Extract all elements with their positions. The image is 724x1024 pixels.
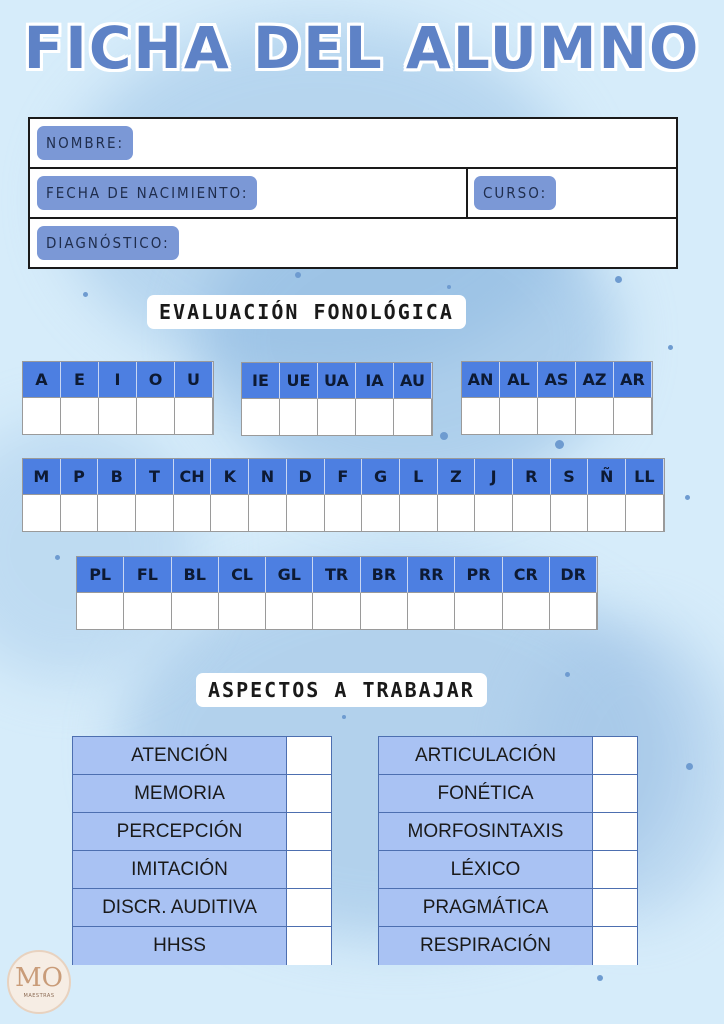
phoneme-answer-cell[interactable]: [475, 495, 513, 531]
aspecto-row: [73, 737, 331, 775]
phoneme-answer-cell[interactable]: [61, 495, 99, 531]
phoneme-header: PR: [455, 557, 502, 593]
phoneme-header: L: [400, 459, 438, 495]
phoneme-answer-cell[interactable]: [211, 495, 249, 531]
phoneme-header: LL: [626, 459, 664, 495]
phoneme-answer-cell[interactable]: [614, 398, 652, 434]
aspecto-check-cell[interactable]: [287, 775, 331, 812]
aspecto-label: MEMORIA: [73, 775, 287, 812]
phoneme-header: BL: [172, 557, 219, 593]
phoneme-header: FL: [124, 557, 171, 593]
aspecto-check-cell[interactable]: [593, 813, 637, 850]
aspecto-label: ATENCIÓN: [73, 737, 287, 774]
phoneme-answer-cell[interactable]: [61, 398, 99, 434]
phoneme-answer-cell[interactable]: [576, 398, 614, 434]
aspecto-label: RESPIRACIÓN: [379, 927, 593, 965]
phoneme-header: TR: [313, 557, 360, 593]
aspecto-check-cell[interactable]: [287, 813, 331, 850]
aspecto-label: PERCEPCIÓN: [73, 813, 287, 850]
phoneme-answer-cell[interactable]: [462, 398, 500, 434]
fecha-nacimiento-label: FECHA DE NACIMIENTO:: [37, 176, 257, 210]
brand-logo: [7, 950, 71, 1014]
phoneme-answer-cell[interactable]: [394, 399, 432, 435]
phoneme-header: DR: [550, 557, 597, 593]
phoneme-answer-cell[interactable]: [313, 593, 360, 629]
aspecto-check-cell[interactable]: [287, 927, 331, 965]
phoneme-header: B: [98, 459, 136, 495]
aspecto-label: FONÉTICA: [379, 775, 593, 812]
phoneme-header: IA: [356, 363, 394, 399]
phoneme-header: E: [61, 362, 99, 398]
aspecto-row: [379, 737, 637, 775]
phoneme-header: AU: [394, 363, 432, 399]
phoneme-answer-cell[interactable]: [455, 593, 502, 629]
fecha-curso-row: [30, 169, 676, 219]
phoneme-header: G: [362, 459, 400, 495]
aspecto-row: [73, 775, 331, 813]
aspecto-row: [73, 851, 331, 889]
phoneme-header: BR: [361, 557, 408, 593]
phoneme-answer-cell[interactable]: [550, 593, 597, 629]
aspecto-row: [379, 927, 637, 965]
phoneme-header: Ñ: [588, 459, 626, 495]
phoneme-header: Z: [438, 459, 476, 495]
aspectos-title: ASPECTOS A TRABAJAR: [196, 673, 487, 707]
phoneme-answer-cell[interactable]: [219, 593, 266, 629]
aspecto-row: [73, 927, 331, 965]
phoneme-answer-cell[interactable]: [325, 495, 363, 531]
phoneme-header: D: [287, 459, 325, 495]
aspectos-left-table: [72, 736, 332, 965]
student-info-box: [28, 117, 678, 269]
phoneme-header: CL: [219, 557, 266, 593]
aspecto-check-cell[interactable]: [287, 889, 331, 926]
phoneme-answer-cell[interactable]: [500, 398, 538, 434]
aspecto-check-cell[interactable]: [593, 889, 637, 926]
phoneme-answer-cell[interactable]: [266, 593, 313, 629]
phoneme-answer-cell[interactable]: [588, 495, 626, 531]
phoneme-answer-cell[interactable]: [362, 495, 400, 531]
phoneme-header: CH: [174, 459, 212, 495]
phoneme-header: I: [99, 362, 137, 398]
phoneme-answer-cell[interactable]: [287, 495, 325, 531]
phoneme-header: A: [23, 362, 61, 398]
phoneme-header: P: [61, 459, 99, 495]
phoneme-header: UA: [318, 363, 356, 399]
aspecto-row: [379, 889, 637, 927]
aspecto-label: IMITACIÓN: [73, 851, 287, 888]
aspecto-check-cell[interactable]: [593, 927, 637, 965]
aspectos-right-table: [378, 736, 638, 965]
phoneme-answer-cell[interactable]: [551, 495, 589, 531]
phoneme-header: AZ: [576, 362, 614, 398]
phoneme-header: AR: [614, 362, 652, 398]
phoneme-answer-cell[interactable]: [174, 495, 212, 531]
phoneme-answer-cell[interactable]: [124, 593, 171, 629]
phoneme-answer-cell[interactable]: [626, 495, 664, 531]
phoneme-header: U: [175, 362, 213, 398]
phoneme-header: IE: [242, 363, 280, 399]
phoneme-header: UE: [280, 363, 318, 399]
phoneme-answer-cell[interactable]: [23, 398, 61, 434]
phoneme-answer-cell[interactable]: [408, 593, 455, 629]
aspecto-check-cell[interactable]: [287, 851, 331, 888]
phoneme-answer-cell[interactable]: [172, 593, 219, 629]
phoneme-header: RR: [408, 557, 455, 593]
phoneme-answer-cell[interactable]: [98, 495, 136, 531]
phoneme-answer-cell[interactable]: [249, 495, 287, 531]
phoneme-answer-cell[interactable]: [137, 398, 175, 434]
phoneme-header: CR: [503, 557, 550, 593]
phoneme-header: K: [211, 459, 249, 495]
phoneme-answer-cell[interactable]: [538, 398, 576, 434]
phoneme-header: F: [325, 459, 363, 495]
sinfones-grid: [76, 556, 598, 630]
phoneme-header: J: [475, 459, 513, 495]
aspecto-check-cell[interactable]: [593, 775, 637, 812]
phoneme-header: M: [23, 459, 61, 495]
aspecto-row: [379, 851, 637, 889]
evaluacion-title: EVALUACIÓN FONOLÓGICA: [147, 295, 466, 329]
row-divider: [466, 169, 468, 217]
aspecto-check-cell[interactable]: [593, 851, 637, 888]
consonantes-grid: [22, 458, 665, 532]
phoneme-answer-cell[interactable]: [136, 495, 174, 531]
aspecto-label: MORFOSINTAXIS: [379, 813, 593, 850]
vocales-grid: [22, 361, 214, 435]
phoneme-header: AS: [538, 362, 576, 398]
phoneme-answer-cell[interactable]: [503, 593, 550, 629]
diagnostico-row[interactable]: [30, 219, 676, 269]
aspecto-check-cell[interactable]: [287, 737, 331, 774]
phoneme-answer-cell[interactable]: [513, 495, 551, 531]
aspecto-check-cell[interactable]: [593, 737, 637, 774]
aspecto-label: LÉXICO: [379, 851, 593, 888]
phoneme-answer-cell[interactable]: [356, 399, 394, 435]
phoneme-header: R: [513, 459, 551, 495]
aspecto-row: [379, 775, 637, 813]
aspecto-label: PRAGMÁTICA: [379, 889, 593, 926]
aspecto-label: ARTICULACIÓN: [379, 737, 593, 774]
phoneme-answer-cell[interactable]: [400, 495, 438, 531]
phoneme-header: PL: [77, 557, 124, 593]
aspecto-row: [379, 813, 637, 851]
aspecto-label: DISCR. AUDITIVA: [73, 889, 287, 926]
phoneme-header: N: [249, 459, 287, 495]
phoneme-answer-cell[interactable]: [318, 399, 356, 435]
diptongos-grid: [241, 362, 433, 436]
curso-label: CURSO:: [474, 176, 556, 210]
phoneme-answer-cell[interactable]: [175, 398, 213, 434]
logo-mark: MO: [15, 963, 63, 993]
phoneme-header: AN: [462, 362, 500, 398]
phoneme-header: T: [136, 459, 174, 495]
nombre-label: NOMBRE:: [37, 126, 133, 160]
phoneme-answer-cell[interactable]: [438, 495, 476, 531]
phoneme-answer-cell[interactable]: [23, 495, 61, 531]
aspecto-row: [73, 889, 331, 927]
diagnostico-label: DIAGNÓSTICO:: [37, 226, 179, 260]
logo-text: MAESTRAS: [23, 993, 55, 999]
phoneme-header: O: [137, 362, 175, 398]
page-title: FICHA DEL ALUMNO: [23, 14, 701, 82]
phoneme-answer-cell[interactable]: [99, 398, 137, 434]
phoneme-header: AL: [500, 362, 538, 398]
phoneme-header: S: [551, 459, 589, 495]
phoneme-answer-cell[interactable]: [280, 399, 318, 435]
aspecto-row: [73, 813, 331, 851]
phoneme-header: GL: [266, 557, 313, 593]
aspecto-label: HHSS: [73, 927, 287, 965]
phoneme-answer-cell[interactable]: [361, 593, 408, 629]
inversas-grid: [461, 361, 653, 435]
nombre-row[interactable]: [30, 119, 676, 169]
phoneme-answer-cell[interactable]: [242, 399, 280, 435]
phoneme-answer-cell[interactable]: [77, 593, 124, 629]
